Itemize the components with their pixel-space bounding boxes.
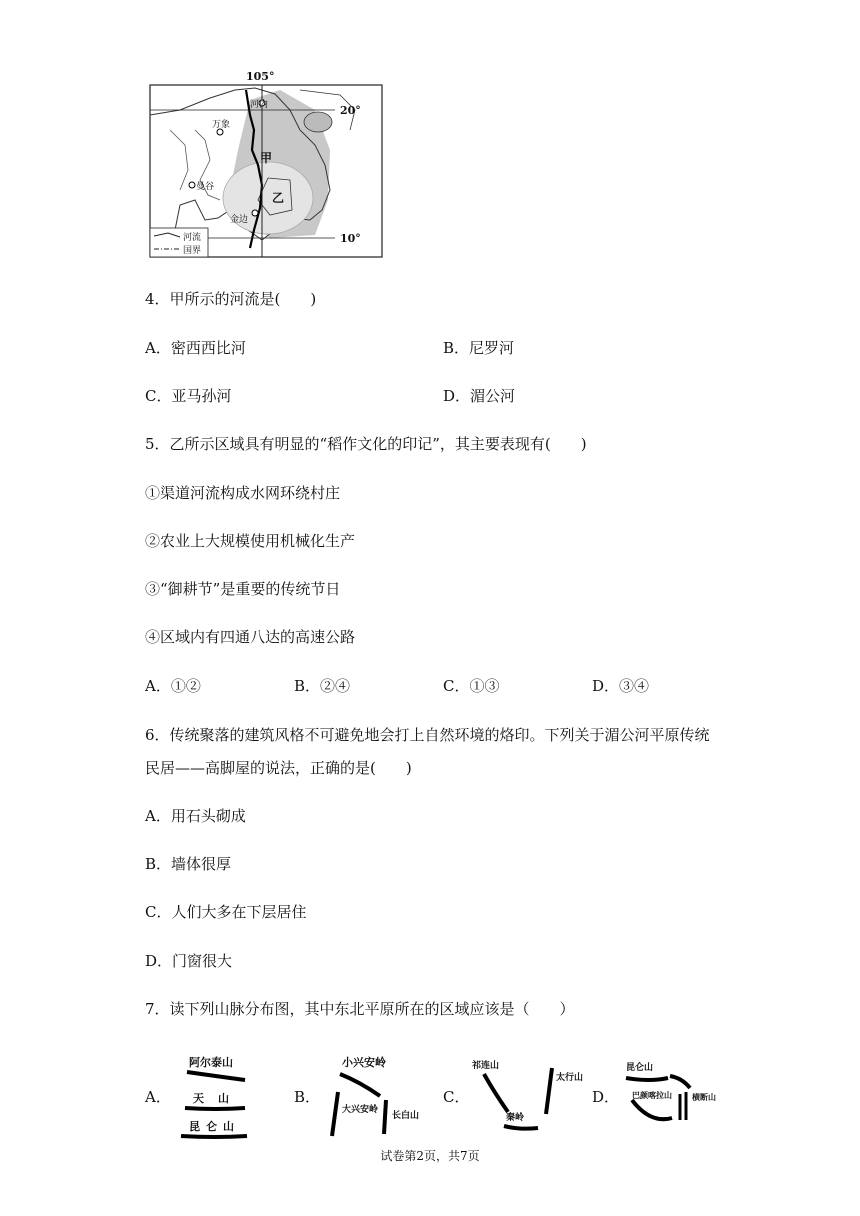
- q7d-label-hengduan: 横断山: [692, 1092, 716, 1102]
- q4-option-c[interactable]: C．亚马孙河: [145, 387, 232, 405]
- q5-item-4: ④区域内有四通八达的高速公路: [145, 628, 356, 646]
- q7-diagram-d: [620, 1058, 720, 1138]
- map-city-bangkok: 曼谷: [196, 182, 215, 192]
- q7-option-c[interactable]: C．: [443, 1088, 470, 1106]
- q4-option-a[interactable]: A．密西西比河: [145, 339, 246, 357]
- map-city-vientiane: 万象: [212, 120, 231, 130]
- q7-diagram-b: [320, 1052, 420, 1144]
- q6-option-b[interactable]: B．墙体很厚: [145, 855, 232, 873]
- legend-river: 河流: [183, 233, 202, 243]
- q7c-label-taihang: 太行山: [556, 1073, 584, 1083]
- q5-option-b[interactable]: B．②④: [294, 677, 351, 695]
- q4-option-b[interactable]: B．尼罗河: [443, 339, 515, 357]
- q6-stem-line2: 民居——高脚屋的说法，正确的是( ): [145, 759, 412, 777]
- q7-option-b[interactable]: B．: [294, 1088, 321, 1106]
- q7a-label-kunlun: 昆仑山: [189, 1120, 240, 1133]
- q7b-label-daxinganling: 大兴安岭: [342, 1105, 379, 1115]
- q7a-label-tianshan: 天山: [193, 1092, 243, 1105]
- q7c-label-qinling: 秦岭: [506, 1113, 525, 1123]
- q7c-label-qilian: 祁连山: [472, 1061, 500, 1071]
- q5-stem: 5．乙所示区域具有明显的“稻作文化的印记”，其主要表现有( ): [145, 435, 587, 453]
- q7-stem: 7．读下列山脉分布图，其中东北平原所在的区域应该是（ ）: [145, 1000, 575, 1018]
- map-marker-jia: 甲: [260, 151, 273, 165]
- q6-stem-line1: 6．传统聚落的建筑风格不可避免地会打上自然环境的烙印。下列关于湄公河平原传统: [145, 726, 710, 744]
- map-svg: [150, 70, 382, 258]
- map-lat-bottom: 10°: [340, 232, 361, 245]
- q6-option-c[interactable]: C．人们大多在下层居住: [145, 903, 307, 921]
- q7d-label-kunlun: 昆仑山: [626, 1063, 654, 1073]
- q4-option-d[interactable]: D．湄公河: [443, 387, 516, 405]
- q5-option-a[interactable]: A．①②: [145, 677, 201, 695]
- q4-stem: 4．甲所示的河流是( ): [145, 290, 317, 308]
- q7-option-a[interactable]: A．: [145, 1088, 171, 1106]
- page-footer: 试卷第2页，共7页: [380, 1149, 480, 1163]
- q7b-label-xiaoxinganling: 小兴安岭: [342, 1056, 386, 1069]
- q6-option-d[interactable]: D．门窗很大: [145, 952, 233, 970]
- q7-diagram-a: [175, 1052, 255, 1144]
- q5-item-3: ③“御耕节”是重要的传统节日: [145, 580, 341, 598]
- legend-border: 国界: [183, 246, 202, 256]
- q6-option-a[interactable]: A．用石头砌成: [145, 807, 246, 825]
- q5-item-2: ②农业上大规模使用机械化生产: [145, 532, 356, 550]
- southeast-asia-map: [150, 70, 382, 258]
- q7-option-d[interactable]: D．: [592, 1088, 620, 1106]
- map-lon-label: 105°: [246, 70, 275, 83]
- q7b-label-changbaishan: 长白山: [392, 1111, 420, 1121]
- q5-item-1: ①渠道河流构成水网环绕村庄: [145, 484, 341, 502]
- map-city-phnompenh: 金边: [230, 215, 249, 225]
- q5-option-c[interactable]: C．①③: [443, 677, 500, 695]
- q5-option-d[interactable]: D．③④: [592, 677, 650, 695]
- q7d-label-bayankala: 巴颜喀拉山: [632, 1090, 672, 1100]
- q7a-label-altai: 阿尔泰山: [189, 1056, 233, 1069]
- map-marker-yi: 乙: [272, 191, 285, 205]
- map-city-hanoi: 河内: [250, 100, 269, 110]
- map-lat-top: 20°: [340, 104, 361, 117]
- q7-diagram-c: [470, 1052, 584, 1144]
